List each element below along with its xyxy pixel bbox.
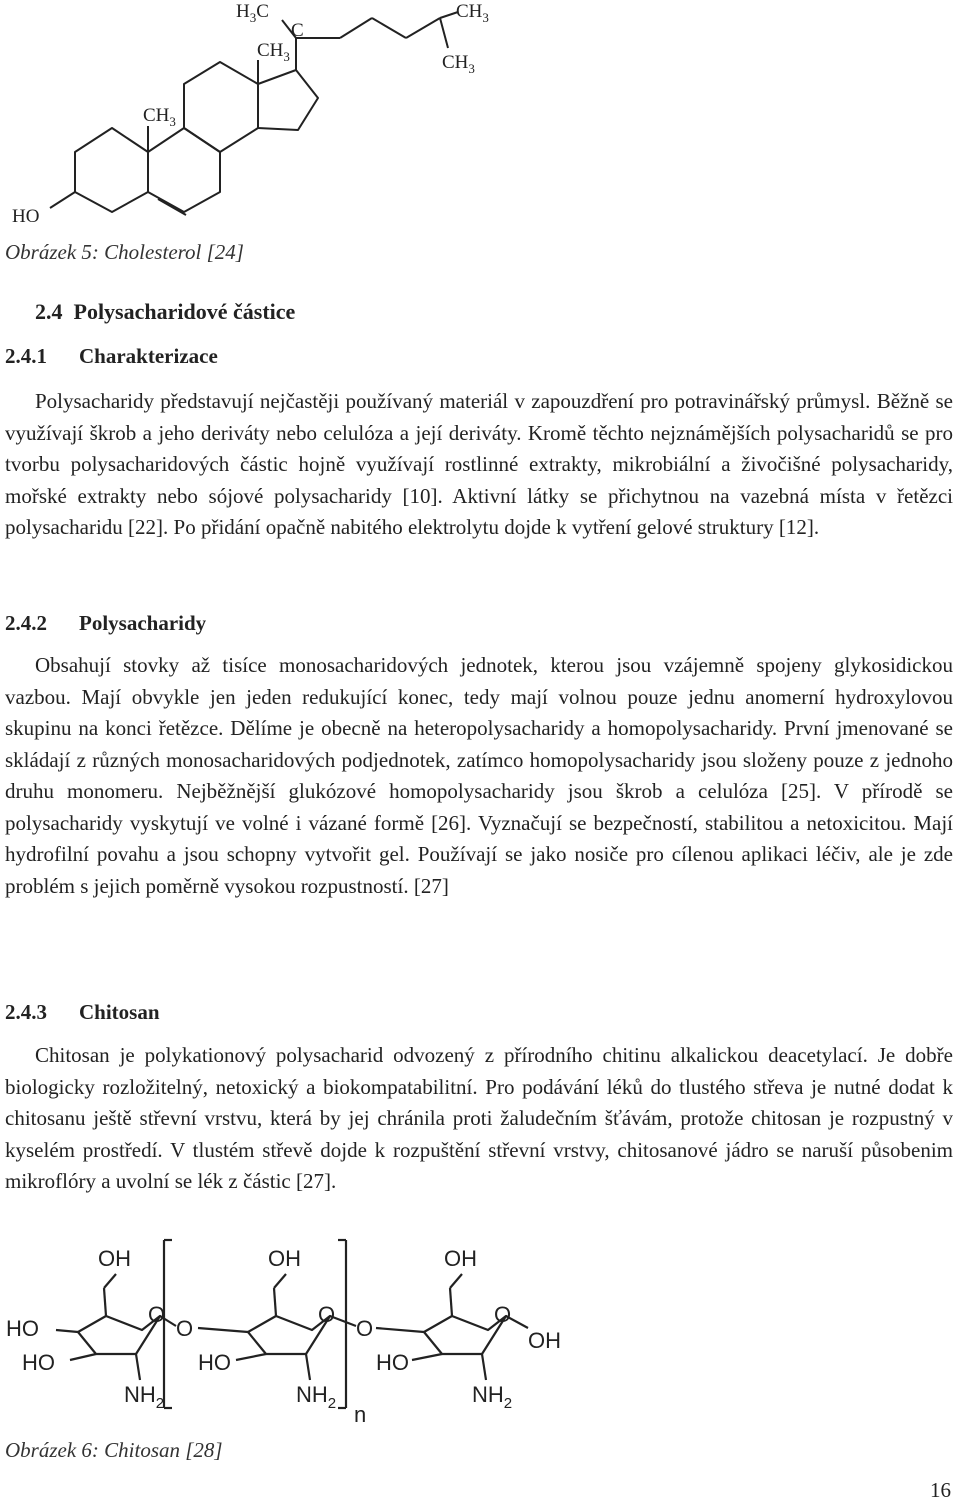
label-oh-2: OH (268, 1246, 301, 1271)
section-title: Polysacharidy (79, 611, 207, 635)
label-ho-left-1: HO (6, 1316, 39, 1341)
label-n: n (354, 1402, 367, 1427)
label-oh-right: OH (528, 1328, 561, 1353)
section-2-4-1-heading (5, 344, 218, 369)
label-ho-mid: HO (198, 1350, 231, 1375)
label-h3c: $H_3C$ (236, 1, 269, 25)
section-number: 2.4 (35, 299, 63, 324)
paragraph-charakterizace: Polysacharidy představují nejčastěji používaný materiál v zapouzdření pro potravinářský průmysl. Běžně se využívají škrob a jeho deriváty nebo celulóza a její deriváty. Kromě těchto nejznámějších polysacharidů se pro tvorbu polysacharidových částic hojně využívají rostlinné extrakty, mikrobiální a živočišné polysacharidy, mořské extrakty nebo sójové polysacharidy [10]. Aktivní látky se přichytnou na vazebná místa v řetězci polysacharidu [22]. Po přidání opačně nabitého elektrolytu dojde k vytření gelové struktury [12]. (5, 389, 953, 539)
section-2-4-heading (35, 299, 295, 325)
cholesterol-structure (0, 0, 520, 235)
figure-6-caption: Obrázek 6: Chitosan [28] (5, 1438, 223, 1462)
label-oh-3: OH (444, 1246, 477, 1271)
page-number: 16 (930, 1478, 951, 1502)
label-ch3-left: $CH_3$ (143, 105, 176, 129)
label-ch3-mid: $CH_3$ (257, 40, 290, 64)
section-number: 2.4.1 (5, 344, 47, 368)
label-c: C (291, 20, 304, 41)
label-ch3-bottom-right: $CH_3$ (442, 52, 475, 76)
label-ho-left-2: HO (22, 1350, 55, 1375)
label-ho: HO (12, 206, 40, 227)
section-2-4-3-heading (5, 1000, 160, 1025)
label-ho-right: HO (376, 1350, 409, 1375)
section-title: Chitosan (79, 1000, 160, 1024)
label-o-ring-1: O (148, 1302, 166, 1327)
label-ch3-top-right: $CH_3$ (456, 1, 489, 25)
label-nh2-2: $NH_2$ (296, 1382, 337, 1412)
paragraph-polysacharidy: Obsahují stovky až tisíce monosacharidových jednotek, kterou jsou vzájemně spojeny glykosidickou vazbou. Mají obvykle jen jeden redukující konec, tedy mají volnou pouze jednu anomerní hydroxylovou skupinu na konci řetězce. Dělíme je obecně na heteropolysacharidy a homopolysacharidy. První jmenované se skládají z různých monosacharidových podjednotek, zatímco homopolysacharidy jsou složeny pouze z jednoho druhu monomeru. Nejběžnější glukózové homopolysacharidy jsou škrob a celulóza [25]. V přírodě se polysacharidy vyskytují ve volné i vázané formě [26]. Vyznačují se bezpečností, stabilitou a netoxicitou. Mají hydrofilní povahu a jsou schopny vytvořit gel. Používají se jako nosiče pro cílenou aplikaci léčiv, ale je zde problém s jejich poměrně vysokou rozpustností. [27] (5, 653, 953, 898)
figure-5-caption: Obrázek 5: Cholesterol [24] (5, 240, 244, 264)
label-nh2-1: $NH_2$ (124, 1382, 165, 1412)
label-o-ring-3: O (494, 1302, 512, 1327)
label-nh2-3: $NH_2$ (472, 1382, 513, 1412)
label-o-ring-2: O (318, 1302, 336, 1327)
section-number: 2.4.2 (5, 611, 47, 635)
section-number: 2.4.3 (5, 1000, 47, 1024)
label-o-link-1: O (176, 1316, 194, 1341)
label-oh-1: OH (98, 1246, 131, 1271)
section-title: Charakterizace (79, 344, 218, 368)
section-2-4-2-heading (5, 611, 206, 636)
paragraph-chitosan: Chitosan je polykationový polysacharid odvozený z přírodního chitinu alkalickou deacetylací. Je dobře biologicky rozložitelný, netoxický a biokompatabilitní. Pro podávání léků do tlustého střeva je nutné dodat k chitosanu ještě střevní vrstvu, která by jej chránila proti žaludečním šťávám, protože chitosan je rozpustný v kyselém prostředí. V tlustém střevě dojde k rozpuštění střevní vrstvy, chitosanové jádro se naruší působenim mikroflóry a uvolní se lék z částic [27]. (5, 1043, 953, 1193)
section-title: Polysacharidové částice (73, 299, 296, 324)
label-o-link-2: O (356, 1316, 374, 1341)
chitosan-structure (0, 1230, 600, 1430)
